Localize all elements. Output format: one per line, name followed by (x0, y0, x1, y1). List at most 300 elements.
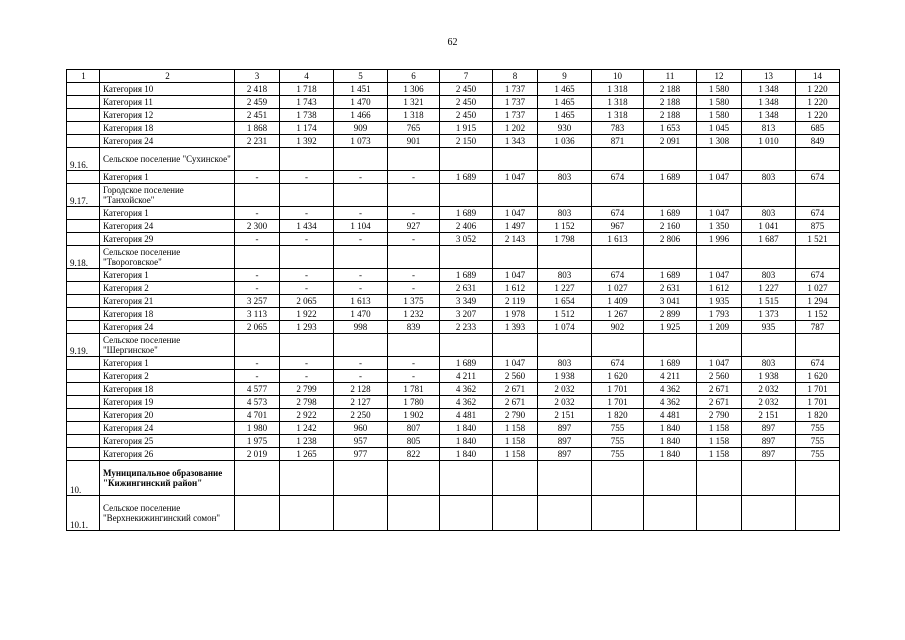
value-cell: 1 521 (796, 233, 840, 246)
value-cell: 4 362 (440, 396, 493, 409)
row-number: 9.17. (67, 184, 100, 207)
value-cell: 1 350 (697, 220, 742, 233)
value-cell: - (388, 269, 440, 282)
row-number (67, 207, 100, 220)
value-cell (592, 334, 644, 357)
value-cell: 1 375 (388, 295, 440, 308)
value-cell: - (280, 357, 334, 370)
value-cell (697, 334, 742, 357)
value-cell: 1 738 (280, 109, 334, 122)
value-cell: 1 321 (388, 96, 440, 109)
value-cell: 803 (742, 171, 796, 184)
table-row (67, 461, 840, 496)
value-cell (235, 334, 280, 357)
value-cell (388, 334, 440, 357)
value-cell: 674 (592, 357, 644, 370)
value-cell: - (280, 171, 334, 184)
value-cell: 1 580 (697, 109, 742, 122)
row-name: Категория 29 (100, 233, 235, 246)
row-number (67, 83, 100, 96)
value-cell (334, 184, 388, 207)
value-cell: 1 409 (592, 295, 644, 308)
value-cell: 1 220 (796, 109, 840, 122)
value-cell (697, 184, 742, 207)
value-cell: 1 701 (592, 383, 644, 396)
value-cell: 2 799 (280, 383, 334, 396)
value-cell (796, 496, 840, 531)
column-header: 12 (697, 70, 742, 83)
value-cell: 1 689 (440, 207, 493, 220)
value-cell: 2 128 (334, 383, 388, 396)
value-cell: 1 465 (538, 96, 592, 109)
header-row (67, 70, 840, 83)
row-name: Категория 20 (100, 409, 235, 422)
value-cell: 1 780 (388, 396, 440, 409)
value-cell: 1 689 (644, 357, 697, 370)
value-cell: 2 032 (742, 396, 796, 409)
table-row (67, 148, 840, 171)
row-name: Категория 10 (100, 83, 235, 96)
row-name: Категория 24 (100, 135, 235, 148)
value-cell: 2 671 (493, 383, 538, 396)
value-cell (592, 461, 644, 496)
value-cell: 2 671 (493, 396, 538, 409)
value-cell (280, 246, 334, 269)
value-cell (644, 334, 697, 357)
page-number: 62 (447, 37, 458, 48)
value-cell (440, 334, 493, 357)
row-name: Категория 19 (100, 396, 235, 409)
value-cell: 1 654 (538, 295, 592, 308)
value-cell: 674 (796, 171, 840, 184)
value-cell (538, 461, 592, 496)
value-cell: 1 073 (334, 135, 388, 148)
value-cell: 1 925 (644, 321, 697, 334)
value-cell (388, 246, 440, 269)
value-cell: 1 227 (538, 282, 592, 295)
value-cell: 1 840 (644, 422, 697, 435)
value-cell: 1 653 (644, 122, 697, 135)
value-cell: 2 127 (334, 396, 388, 409)
value-cell: 2 091 (644, 135, 697, 148)
table-row (67, 122, 840, 135)
row-number: 10. (67, 461, 100, 496)
value-cell: 1 798 (538, 233, 592, 246)
value-cell (235, 246, 280, 269)
value-cell: 1 158 (493, 435, 538, 448)
value-cell: 967 (592, 220, 644, 233)
value-cell: 803 (742, 269, 796, 282)
value-cell: 1 047 (697, 269, 742, 282)
value-cell: 871 (592, 135, 644, 148)
value-cell (796, 184, 840, 207)
value-cell: 1 047 (697, 207, 742, 220)
column-header: 10 (592, 70, 644, 83)
table-row (67, 409, 840, 422)
value-cell: 1 922 (280, 308, 334, 321)
value-cell: 1 793 (697, 308, 742, 321)
value-cell: 1 938 (538, 370, 592, 383)
value-cell: 1 393 (493, 321, 538, 334)
value-cell: 2 065 (235, 321, 280, 334)
table-row (67, 435, 840, 448)
value-cell: 1 318 (592, 96, 644, 109)
row-name: Городское поселение "Танхойское" (100, 184, 235, 207)
column-header: 14 (796, 70, 840, 83)
value-cell (493, 496, 538, 531)
value-cell: 897 (742, 448, 796, 461)
value-cell: 2 418 (235, 83, 280, 96)
column-header: 6 (388, 70, 440, 83)
value-cell: 822 (388, 448, 440, 461)
value-cell: 755 (592, 448, 644, 461)
table-row (67, 496, 840, 531)
value-cell (697, 246, 742, 269)
value-cell: 4 573 (235, 396, 280, 409)
value-cell: 1 220 (796, 83, 840, 96)
value-cell (388, 148, 440, 171)
value-cell: 2 188 (644, 109, 697, 122)
value-cell: 1 737 (493, 83, 538, 96)
value-cell (592, 148, 644, 171)
value-cell: 1 497 (493, 220, 538, 233)
value-cell: 4 701 (235, 409, 280, 422)
value-cell (697, 148, 742, 171)
value-cell: 2 806 (644, 233, 697, 246)
table-row (67, 207, 840, 220)
row-number: 9.18. (67, 246, 100, 269)
value-cell: 1 041 (742, 220, 796, 233)
value-cell: 3 349 (440, 295, 493, 308)
value-cell: - (334, 269, 388, 282)
value-cell: 2 450 (440, 109, 493, 122)
row-name: Категория 24 (100, 321, 235, 334)
value-cell: 897 (538, 448, 592, 461)
table-row (67, 184, 840, 207)
value-cell: 1 689 (440, 269, 493, 282)
row-number (67, 135, 100, 148)
value-cell (742, 184, 796, 207)
value-cell (796, 334, 840, 357)
value-cell: 1 158 (697, 448, 742, 461)
row-name: Сельское поселение "Верхнекижингинский сомон" (100, 496, 235, 531)
column-header: 3 (235, 70, 280, 83)
value-cell: 1 935 (697, 295, 742, 308)
table-row (67, 282, 840, 295)
table-row (67, 321, 840, 334)
value-cell: 1 152 (796, 308, 840, 321)
value-cell: 674 (592, 171, 644, 184)
tariff-table (66, 69, 840, 531)
table-row (67, 383, 840, 396)
row-name: Категория 11 (100, 96, 235, 109)
value-cell (235, 496, 280, 531)
table-row (67, 171, 840, 184)
value-cell (235, 461, 280, 496)
value-cell: 2 671 (697, 383, 742, 396)
value-cell: 1 580 (697, 83, 742, 96)
table-row (67, 396, 840, 409)
row-name: Категория 18 (100, 122, 235, 135)
value-cell: 2 065 (280, 295, 334, 308)
row-name: Категория 26 (100, 448, 235, 461)
value-cell (493, 334, 538, 357)
value-cell: - (388, 171, 440, 184)
value-cell: 813 (742, 122, 796, 135)
value-cell: 2 451 (235, 109, 280, 122)
value-cell: 755 (796, 448, 840, 461)
value-cell: 1 840 (440, 435, 493, 448)
value-cell: 2 790 (697, 409, 742, 422)
table-row (67, 422, 840, 435)
value-cell: - (280, 269, 334, 282)
row-name: Категория 18 (100, 308, 235, 321)
value-cell: - (235, 233, 280, 246)
value-cell: 901 (388, 135, 440, 148)
row-number (67, 171, 100, 184)
value-cell (388, 184, 440, 207)
column-header: 11 (644, 70, 697, 83)
value-cell (334, 496, 388, 531)
table-row (67, 83, 840, 96)
value-cell: 977 (334, 448, 388, 461)
value-cell: 960 (334, 422, 388, 435)
value-cell: 1 470 (334, 96, 388, 109)
table-row (67, 109, 840, 122)
value-cell (388, 496, 440, 531)
value-cell (742, 246, 796, 269)
table-row (67, 448, 840, 461)
value-cell: 1 840 (440, 422, 493, 435)
value-cell: - (235, 370, 280, 383)
value-cell (493, 184, 538, 207)
value-cell: 2 631 (644, 282, 697, 295)
row-number (67, 321, 100, 334)
row-name: Категория 1 (100, 357, 235, 370)
row-number (67, 448, 100, 461)
value-cell: - (334, 171, 388, 184)
value-cell (644, 246, 697, 269)
value-cell: 1 980 (235, 422, 280, 435)
value-cell: 1 104 (334, 220, 388, 233)
value-cell: - (388, 370, 440, 383)
column-header: 5 (334, 70, 388, 83)
value-cell: 803 (538, 269, 592, 282)
value-cell: 1 152 (538, 220, 592, 233)
value-cell: 2 560 (493, 370, 538, 383)
value-cell: 1 047 (697, 171, 742, 184)
value-cell: 2 300 (235, 220, 280, 233)
value-cell: 998 (334, 321, 388, 334)
value-cell: 2 231 (235, 135, 280, 148)
value-cell: 3 041 (644, 295, 697, 308)
table-row (67, 220, 840, 233)
value-cell: 1 027 (592, 282, 644, 295)
row-name: Сельское поселение "Сухинское" (100, 148, 235, 171)
value-cell (388, 461, 440, 496)
row-name: Категория 1 (100, 269, 235, 282)
value-cell (440, 184, 493, 207)
value-cell: 1 158 (697, 435, 742, 448)
row-number: 9.19. (67, 334, 100, 357)
value-cell: 1 466 (334, 109, 388, 122)
value-cell (538, 496, 592, 531)
row-number (67, 308, 100, 321)
value-cell: 2 188 (644, 83, 697, 96)
value-cell: 2 671 (697, 396, 742, 409)
value-cell: 1 701 (796, 396, 840, 409)
value-cell: 1 515 (742, 295, 796, 308)
value-cell: 1 238 (280, 435, 334, 448)
value-cell: 2 160 (644, 220, 697, 233)
value-cell: 2 019 (235, 448, 280, 461)
value-cell (493, 246, 538, 269)
value-cell (538, 184, 592, 207)
value-cell: - (388, 207, 440, 220)
column-header: 8 (493, 70, 538, 83)
value-cell: 2 560 (697, 370, 742, 383)
value-cell: 909 (334, 122, 388, 135)
value-cell: 2 119 (493, 295, 538, 308)
table-row (67, 269, 840, 282)
value-cell (440, 496, 493, 531)
value-cell (742, 148, 796, 171)
table-row (67, 334, 840, 357)
table-row (67, 135, 840, 148)
value-cell: 1 689 (440, 171, 493, 184)
value-cell: 1 308 (697, 135, 742, 148)
value-cell: 803 (538, 357, 592, 370)
value-cell (644, 496, 697, 531)
value-cell: 1 978 (493, 308, 538, 321)
value-cell: 1 820 (592, 409, 644, 422)
value-cell: 1 451 (334, 83, 388, 96)
value-cell: 803 (742, 357, 796, 370)
value-cell: 1 781 (388, 383, 440, 396)
table-row (67, 96, 840, 109)
value-cell: 4 362 (644, 383, 697, 396)
value-cell (440, 148, 493, 171)
value-cell: 1 465 (538, 109, 592, 122)
row-number (67, 282, 100, 295)
value-cell: 1 294 (796, 295, 840, 308)
row-number (67, 96, 100, 109)
value-cell: - (334, 357, 388, 370)
value-cell: - (280, 233, 334, 246)
value-cell: 1 174 (280, 122, 334, 135)
table-row (67, 308, 840, 321)
value-cell: 2 032 (742, 383, 796, 396)
value-cell: 935 (742, 321, 796, 334)
value-cell: 2 450 (440, 83, 493, 96)
column-header: 13 (742, 70, 796, 83)
value-cell (493, 461, 538, 496)
value-cell: 2 150 (440, 135, 493, 148)
value-cell: 902 (592, 321, 644, 334)
row-number (67, 295, 100, 308)
value-cell (796, 461, 840, 496)
value-cell: 2 233 (440, 321, 493, 334)
value-cell: 674 (592, 207, 644, 220)
value-cell: 930 (538, 122, 592, 135)
value-cell: - (388, 282, 440, 295)
value-cell: 3 052 (440, 233, 493, 246)
row-number (67, 109, 100, 122)
value-cell: 1 045 (697, 122, 742, 135)
value-cell: 875 (796, 220, 840, 233)
row-number (67, 383, 100, 396)
table-row (67, 357, 840, 370)
value-cell: 1 613 (334, 295, 388, 308)
value-cell (280, 461, 334, 496)
value-cell: 1 265 (280, 448, 334, 461)
value-cell: 2 250 (334, 409, 388, 422)
value-cell (440, 461, 493, 496)
value-cell: 849 (796, 135, 840, 148)
table-row (67, 370, 840, 383)
value-cell: 755 (796, 435, 840, 448)
value-cell: 1 227 (742, 282, 796, 295)
value-cell: 2 188 (644, 96, 697, 109)
row-name: Категория 25 (100, 435, 235, 448)
value-cell: 783 (592, 122, 644, 135)
value-cell: 1 975 (235, 435, 280, 448)
value-cell: 755 (796, 422, 840, 435)
value-cell: 803 (742, 207, 796, 220)
value-cell: - (280, 282, 334, 295)
value-cell: 1 047 (493, 207, 538, 220)
value-cell: - (388, 233, 440, 246)
value-cell: 897 (538, 435, 592, 448)
value-cell: 674 (796, 269, 840, 282)
value-cell: 1 687 (742, 233, 796, 246)
value-cell: - (334, 370, 388, 383)
value-cell: 1 840 (644, 448, 697, 461)
value-cell: 1 580 (697, 96, 742, 109)
value-cell: - (334, 233, 388, 246)
value-cell: 1 743 (280, 96, 334, 109)
value-cell: 1 512 (538, 308, 592, 321)
value-cell: 803 (538, 207, 592, 220)
value-cell (334, 461, 388, 496)
value-cell (592, 496, 644, 531)
value-cell: 1 620 (592, 370, 644, 383)
value-cell: - (235, 357, 280, 370)
value-cell: - (235, 171, 280, 184)
value-cell: 1 689 (644, 269, 697, 282)
value-cell: 2 450 (440, 96, 493, 109)
value-cell: 2 798 (280, 396, 334, 409)
row-number (67, 357, 100, 370)
value-cell: 1 047 (493, 171, 538, 184)
value-cell (644, 184, 697, 207)
value-cell: 674 (592, 269, 644, 282)
row-number (67, 409, 100, 422)
value-cell (644, 461, 697, 496)
value-cell: 1 293 (280, 321, 334, 334)
row-name: Категория 1 (100, 207, 235, 220)
value-cell: 2 790 (493, 409, 538, 422)
value-cell (697, 461, 742, 496)
column-header: 4 (280, 70, 334, 83)
value-cell (592, 184, 644, 207)
value-cell: 1 158 (697, 422, 742, 435)
value-cell: 1 047 (493, 357, 538, 370)
value-cell: 1 689 (644, 207, 697, 220)
row-name: Категория 1 (100, 171, 235, 184)
value-cell (796, 246, 840, 269)
row-number (67, 422, 100, 435)
